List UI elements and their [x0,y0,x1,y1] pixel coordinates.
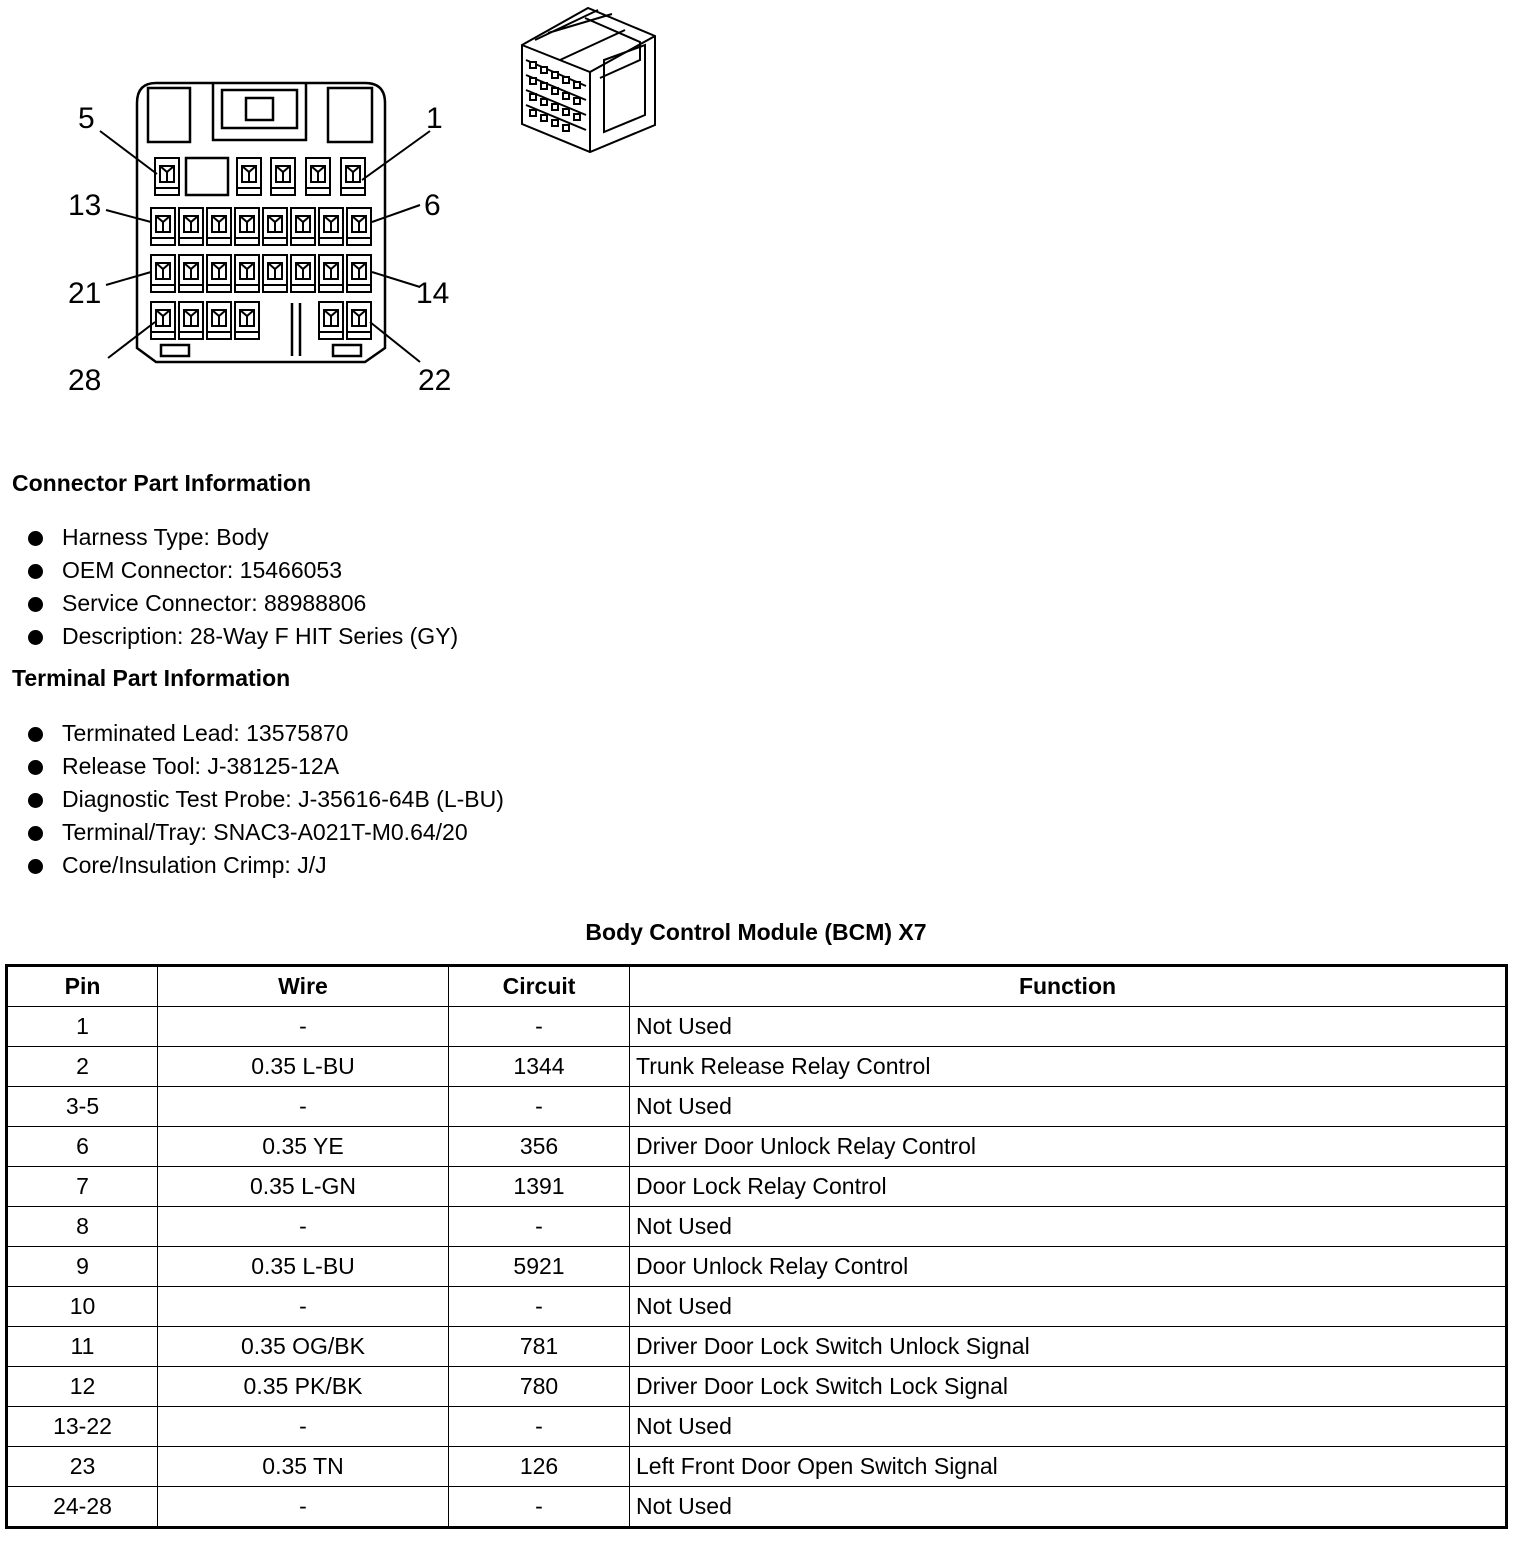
terminal-cavity [237,158,261,195]
cell-circuit: - [449,1487,630,1528]
cell-circuit: 780 [449,1367,630,1407]
cell-circuit: - [449,1207,630,1247]
cell-circuit: 781 [449,1327,630,1367]
cell-wire: 0.35 PK/BK [158,1367,449,1407]
terminal-cavity [155,158,179,195]
list-item: Core/Insulation Crimp: J/J [28,849,504,882]
terminal-cavity [341,158,365,195]
cell-function: Not Used [630,1207,1507,1247]
terminal-cavity [271,158,295,195]
pinout-table [5,964,1508,1529]
connector-key-right [333,345,361,356]
list-item: Terminal/Tray: SNAC3-A021T-M0.64/20 [28,816,504,849]
cell-circuit: 5921 [449,1247,630,1287]
terminal-cavity [207,208,231,245]
cell-circuit: - [449,1007,630,1047]
cell-function: Left Front Door Open Switch Signal [630,1447,1507,1487]
table-row [7,1327,1507,1367]
header-function: Function [630,966,1507,1007]
terminal-cavity [179,255,203,292]
terminal-cavity [235,302,259,339]
list-item: OEM Connector: 15466053 [28,554,458,587]
cell-circuit: - [449,1287,630,1327]
terminal-info-title: Terminal Part Information [12,665,291,691]
table-row [7,1207,1507,1247]
cell-wire: 0.35 OG/BK [158,1327,449,1367]
terminal-cavity [179,302,203,339]
cell-circuit: 1344 [449,1047,630,1087]
terminal-cavity [179,208,203,245]
cell-pin: 11 [7,1327,158,1367]
cell-wire: 0.35 L-GN [158,1167,449,1207]
table-header-row [7,966,1507,1007]
table-row [7,1127,1507,1167]
cell-function: Driver Door Lock Switch Lock Signal [630,1367,1507,1407]
terminal-cavity [306,158,330,195]
terminal-cavity [263,255,287,292]
cell-wire: 0.35 TN [158,1447,449,1487]
cell-circuit: - [449,1087,630,1127]
list-item: Release Tool: J-38125-12A [28,750,504,783]
terminal-cavity [151,208,175,245]
terminal-cavity [235,255,259,292]
terminal-cavity [263,208,287,245]
cell-function: Driver Door Unlock Relay Control [630,1127,1507,1167]
terminal-cavity [347,208,371,245]
leader-line-13 [106,210,151,222]
terminal-cavity [151,255,175,292]
leader-line-6 [372,205,420,222]
cell-wire: 0.35 L-BU [158,1047,449,1087]
table-row [7,1167,1507,1207]
terminal-cavity [347,255,371,292]
connector-lock-tab [213,83,306,140]
cell-circuit: 1391 [449,1167,630,1207]
terminal-cavity [347,302,371,339]
cell-wire: - [158,1087,449,1127]
cell-function: Door Unlock Relay Control [630,1247,1507,1287]
table-row [7,1007,1507,1047]
list-item: Service Connector: 88988806 [28,587,458,620]
cell-pin: 12 [7,1367,158,1407]
cell-pin: 8 [7,1207,158,1247]
cell-pin: 9 [7,1247,158,1287]
terminal-cavity [291,255,315,292]
cell-pin: 2 [7,1047,158,1087]
terminal-cavity [207,302,231,339]
connector-key-left [161,345,189,356]
terminal-cavity [151,302,175,339]
pin-label-13: 13 [68,189,102,222]
cell-pin: 23 [7,1447,158,1487]
connector-3d-view [522,8,655,152]
connector-latch-right [328,88,372,142]
cell-wire: 0.35 YE [158,1127,449,1167]
connector-latch-left [148,88,190,142]
connector-diagram [0,0,700,410]
cell-wire: 0.35 L-BU [158,1247,449,1287]
cell-wire: - [158,1487,449,1528]
terminal-cavity [319,208,343,245]
cell-wire: - [158,1007,449,1047]
connector-info-title: Connector Part Information [12,470,312,496]
cell-circuit: - [449,1407,630,1447]
terminal-info-list [28,717,504,882]
list-item: Harness Type: Body [28,521,458,554]
connector-info-list [28,521,458,653]
cell-pin: 10 [7,1287,158,1327]
cell-function: Not Used [630,1487,1507,1528]
cell-pin: 6 [7,1127,158,1167]
terminal-cavity [319,255,343,292]
cell-function: Not Used [630,1407,1507,1447]
cell-function: Not Used [630,1087,1507,1127]
leader-line-21 [106,272,151,285]
cell-pin: 3-5 [7,1087,158,1127]
cell-function: Driver Door Lock Switch Unlock Signal [630,1327,1507,1367]
cell-function: Door Lock Relay Control [630,1167,1507,1207]
terminal-cavity [319,302,343,339]
list-item: Diagnostic Test Probe: J-35616-64B (L-BU) [28,783,504,816]
list-item: Terminated Lead: 13575870 [28,717,504,750]
cell-pin: 1 [7,1007,158,1047]
cell-function: Trunk Release Relay Control [630,1047,1507,1087]
terminal-cavities [151,158,371,339]
table-row [7,1407,1507,1447]
leader-line-14 [372,272,420,287]
cell-pin: 24-28 [7,1487,158,1528]
cell-wire: - [158,1287,449,1327]
pin-label-28: 28 [68,364,102,397]
pin-label-21: 21 [68,277,102,310]
table-row [7,1087,1507,1127]
header-wire: Wire [158,966,449,1007]
table-body [7,1007,1507,1528]
blank-cavity-block [186,158,228,195]
pin-label-5: 5 [78,102,95,135]
leader-line-22 [370,322,420,362]
cell-wire: - [158,1407,449,1447]
cell-wire: - [158,1207,449,1247]
table-row [7,1367,1507,1407]
header-pin: Pin [7,966,158,1007]
table-row [7,1487,1507,1528]
connector-center-key [292,303,300,356]
table-row [7,1447,1507,1487]
pin-label-14: 14 [416,277,450,310]
pin-label-6: 6 [424,189,441,222]
table-row [7,1247,1507,1287]
cell-pin: 13-22 [7,1407,158,1447]
table-caption: Body Control Module (BCM) X7 [585,919,927,945]
table-row [7,1047,1507,1087]
cell-circuit: 126 [449,1447,630,1487]
list-item: Description: 28-Way F HIT Series (GY) [28,620,458,653]
cell-function: Not Used [630,1287,1507,1327]
terminal-cavity [235,208,259,245]
table-row [7,1287,1507,1327]
cell-function: Not Used [630,1007,1507,1047]
pin-label-22: 22 [418,364,452,397]
leader-line-28 [108,322,155,358]
connector-lock-slot [246,98,273,120]
terminal-cavity [207,255,231,292]
pin-label-1: 1 [426,102,443,135]
cell-circuit: 356 [449,1127,630,1167]
header-circuit: Circuit [449,966,630,1007]
terminal-cavity [291,208,315,245]
cell-pin: 7 [7,1167,158,1207]
